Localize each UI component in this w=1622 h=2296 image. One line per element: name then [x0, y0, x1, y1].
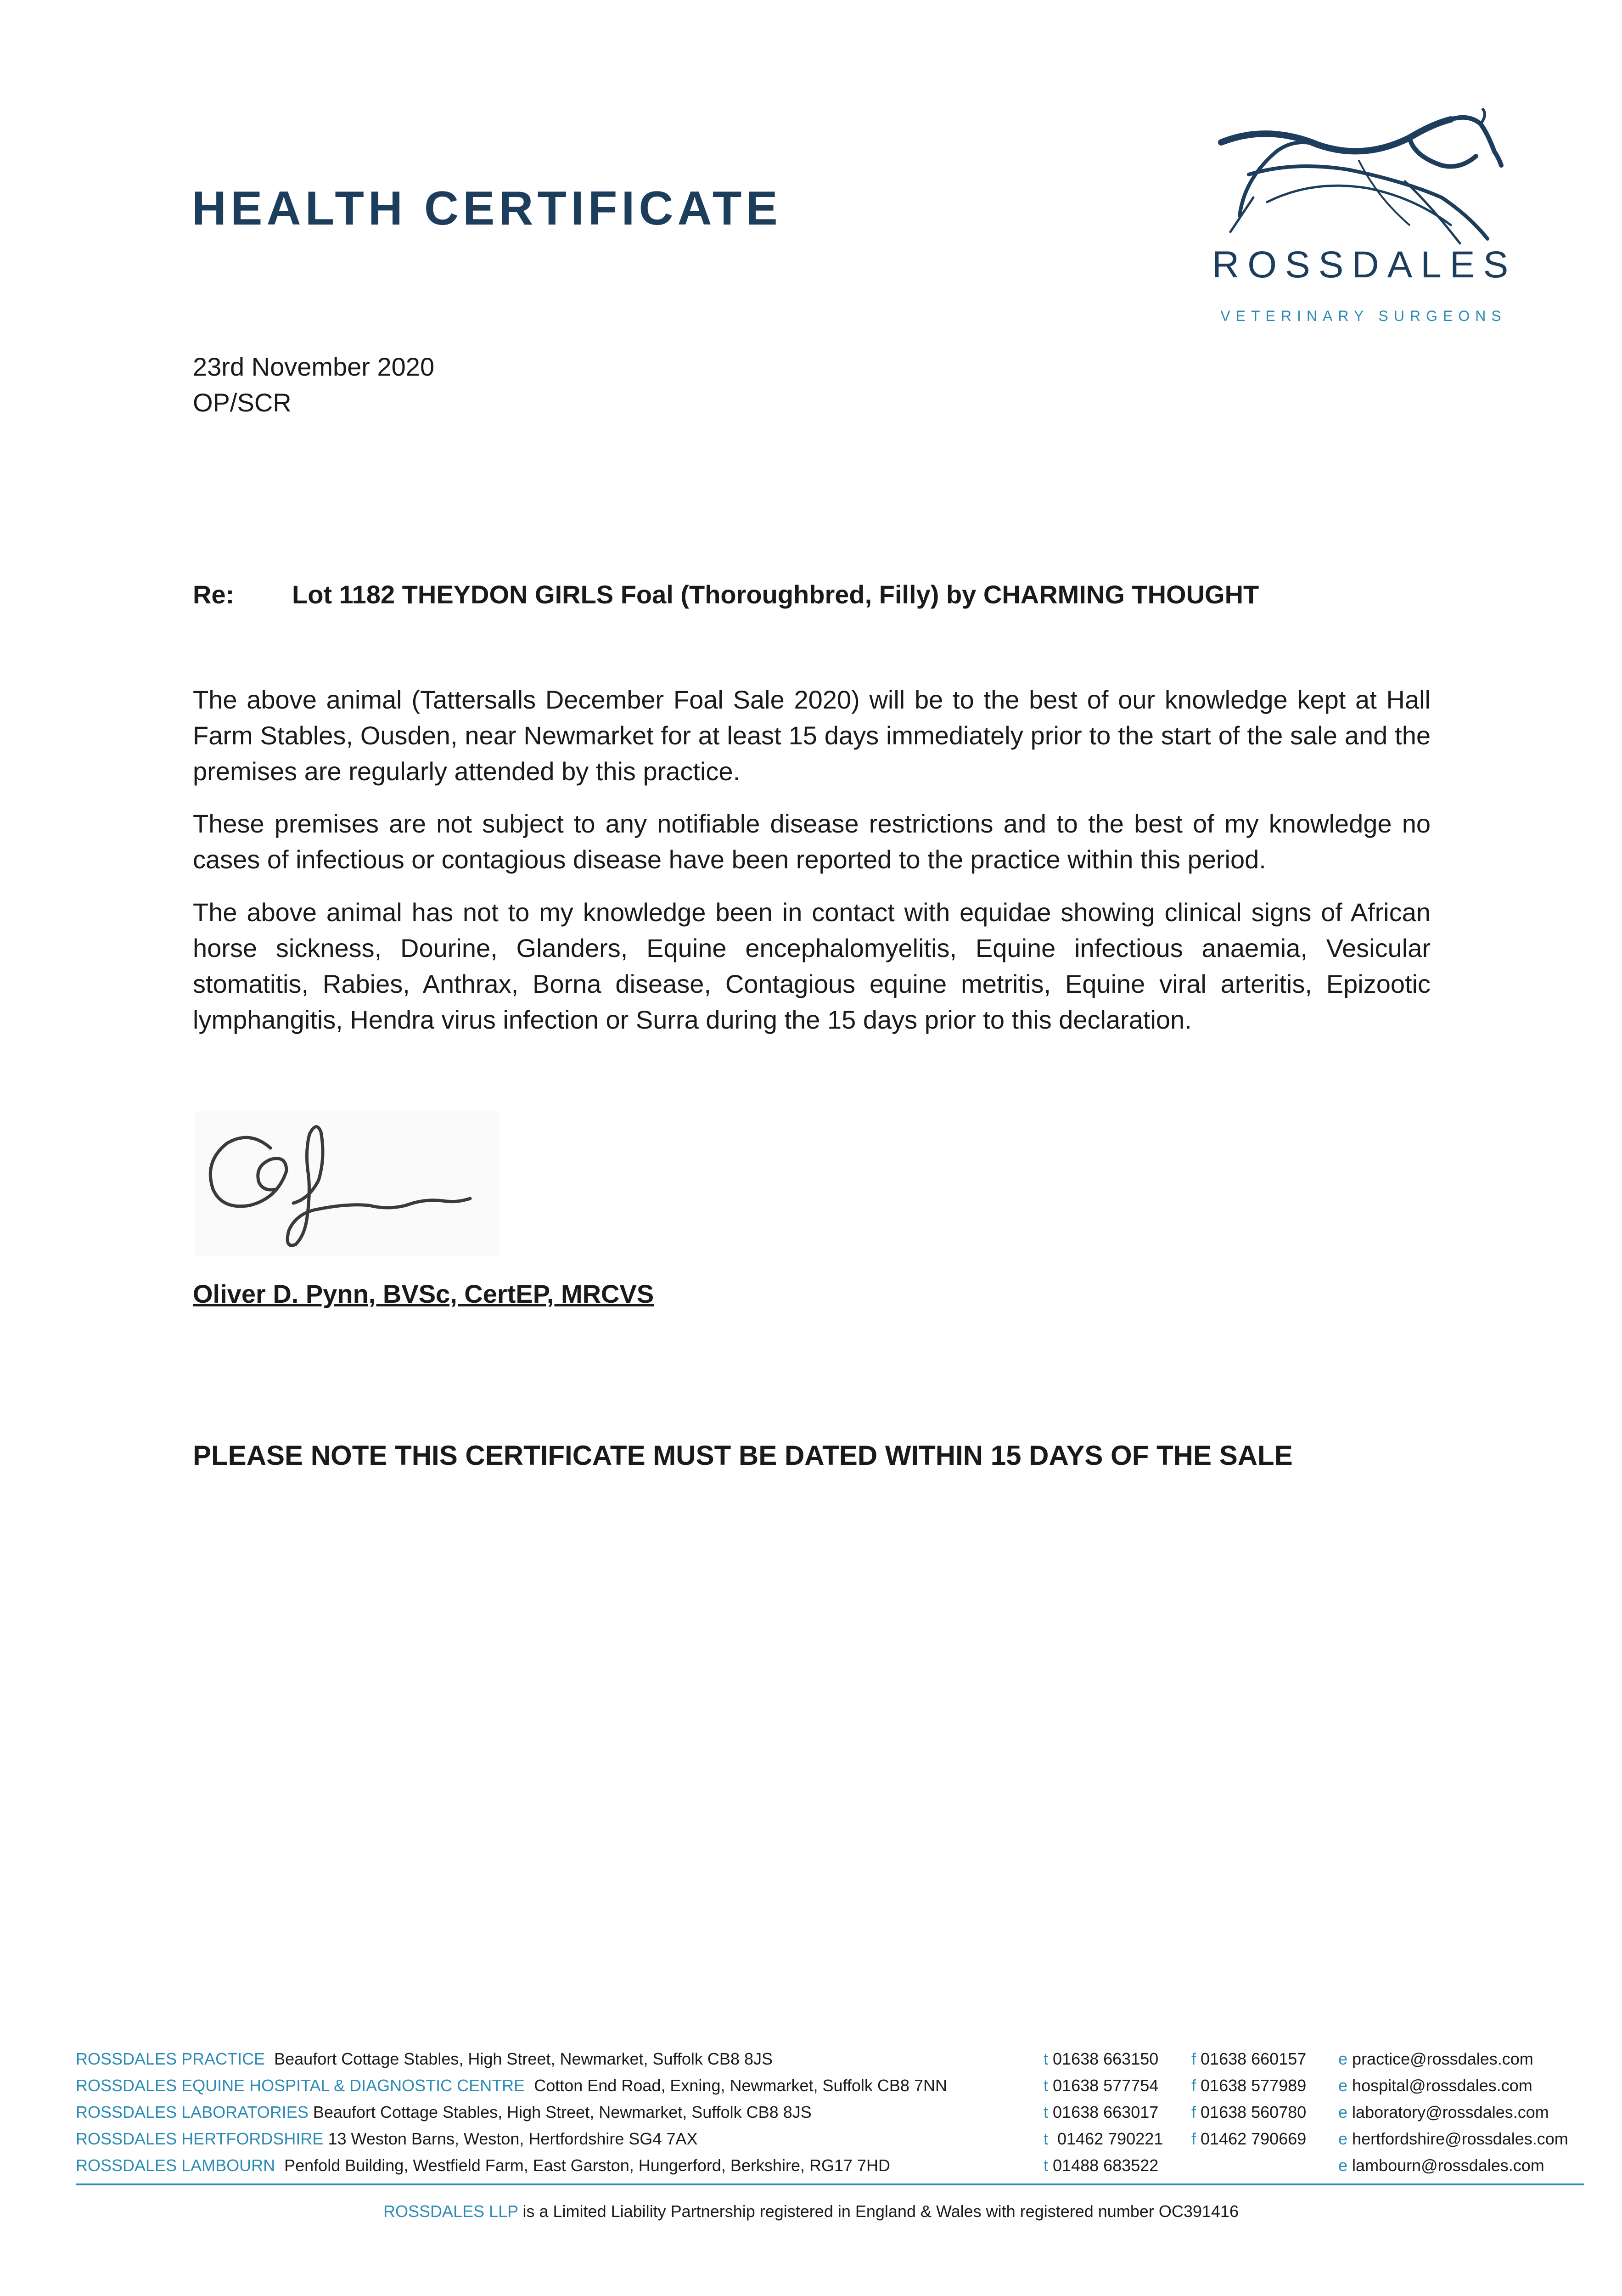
location-email[interactable]: practice@rossdales.com	[1352, 2049, 1533, 2068]
location-tel: 01638 577754	[1053, 2076, 1159, 2095]
logo-wordmark: ROSSDALES	[1212, 244, 1517, 286]
registration-name: ROSSDALES LLP	[383, 2202, 518, 2221]
tel-label: t	[1044, 2049, 1049, 2068]
location-tel: 01638 663150	[1053, 2049, 1159, 2068]
subject-label: Re:	[193, 580, 235, 609]
email-label: e	[1338, 2049, 1348, 2068]
email-label: e	[1338, 2076, 1348, 2095]
dating-notice: PLEASE NOTE THIS CERTIFICATE MUST BE DATED WITHIN 15 DAYS OF THE SALE	[193, 1440, 1293, 1471]
location-name: ROSSDALES LAMBOURN	[76, 2156, 275, 2175]
location-fax: 01462 790669	[1201, 2129, 1307, 2148]
fax-label: f	[1191, 2129, 1196, 2148]
letter-reference: OP/SCR	[193, 388, 292, 417]
logo-tagline: VETERINARY SURGEONS	[1220, 308, 1507, 324]
location-name: ROSSDALES HERTFORDSHIRE	[76, 2129, 324, 2148]
rossdales-logo	[1212, 106, 1515, 344]
location-fax: 01638 660157	[1201, 2049, 1307, 2068]
email-label: e	[1338, 2156, 1348, 2175]
paragraph-disease-declaration: The above animal has not to my knowledge been in contact with equidae showing clinical signs of African horse sickness, Dourine, Glanders, Equine encephalomyelitis, Equine infectious anaemia, Vesicular stomatitis, Rabies, Anthrax, Borna disease, Contagious equine metritis, Equine viral arteritis, Epizootic lymphangitis, Hendra virus infection or Surra during the 15 days prior to this declaration.	[193, 898, 1431, 1034]
location-address: Cotton End Road, Exning, Newmarket, Suffolk CB8 7NN	[534, 2076, 947, 2095]
location-email[interactable]: hertfordshire@rossdales.com	[1352, 2129, 1568, 2148]
registration-statement	[0, 2202, 1622, 2221]
fax-label: f	[1191, 2049, 1196, 2068]
page-title: HEALTH CERTIFICATE	[192, 182, 782, 235]
email-label: e	[1338, 2103, 1348, 2122]
location-tel: 01488 683522	[1053, 2156, 1159, 2175]
subject-text: Lot 1182 THEYDON GIRLS Foal (Thoroughbred, Filly) by CHARMING THOUGHT	[292, 580, 1259, 609]
location-address: Beaufort Cottage Stables, High Street, Newmarket, Suffolk CB8 8JS	[274, 2049, 773, 2068]
location-email[interactable]: hospital@rossdales.com	[1352, 2076, 1532, 2095]
tel-label: t	[1044, 2129, 1049, 2148]
location-address: Beaufort Cottage Stables, High Street, Newmarket, Suffolk CB8 8JS	[313, 2103, 812, 2122]
location-email[interactable]: laboratory@rossdales.com	[1352, 2103, 1549, 2122]
signature-image	[195, 1111, 500, 1256]
location-fax: 01638 560780	[1201, 2103, 1307, 2122]
location-tel: 01462 790221	[1057, 2129, 1163, 2148]
location-fax: 01638 577989	[1201, 2076, 1307, 2095]
registration-text: is a Limited Liability Partnership registered in England & Wales with registered number OC391416	[522, 2202, 1239, 2221]
paragraph-restrictions: These premises are not subject to any notifiable disease restrictions and to the best of my knowledge no cases of infectious or contagious disease have been reported to the practice within this period.	[193, 809, 1431, 874]
location-address: Penfold Building, Westfield Farm, East Garston, Hungerford, Berkshire, RG17 7HD	[284, 2156, 891, 2175]
location-email[interactable]: lambourn@rossdales.com	[1352, 2156, 1544, 2175]
signature-icon	[195, 1111, 500, 1256]
tel-label: t	[1044, 2076, 1049, 2095]
fax-label: f	[1191, 2076, 1196, 2095]
paragraph-premises: The above animal (Tattersalls December Foal Sale 2020) will be to the best of our knowledge kept at Hall Farm Stables, Ousden, near Newmarket for at least 15 days immediately prior to the start of the sale and the premises are regularly attended by this practice.	[193, 685, 1431, 786]
location-address: 13 Weston Barns, Weston, Hertfordshire SG4 7AX	[328, 2129, 698, 2148]
signatory-name: Oliver D. Pynn, BVSc, CertEP, MRCVS	[193, 1279, 654, 1308]
footer-divider	[76, 2183, 1584, 2185]
location-name: ROSSDALES LABORATORIES	[76, 2103, 309, 2122]
horse-logo-icon	[1212, 106, 1515, 253]
tel-label: t	[1044, 2103, 1049, 2122]
letter-date: 23rd November 2020	[193, 352, 435, 381]
location-name: ROSSDALES PRACTICE	[76, 2049, 265, 2068]
location-tel: 01638 663017	[1053, 2103, 1159, 2122]
email-label: e	[1338, 2129, 1348, 2148]
fax-label: f	[1191, 2103, 1196, 2122]
location-name: ROSSDALES EQUINE HOSPITAL & DIAGNOSTIC CENTRE	[76, 2076, 525, 2095]
tel-label: t	[1044, 2156, 1049, 2175]
